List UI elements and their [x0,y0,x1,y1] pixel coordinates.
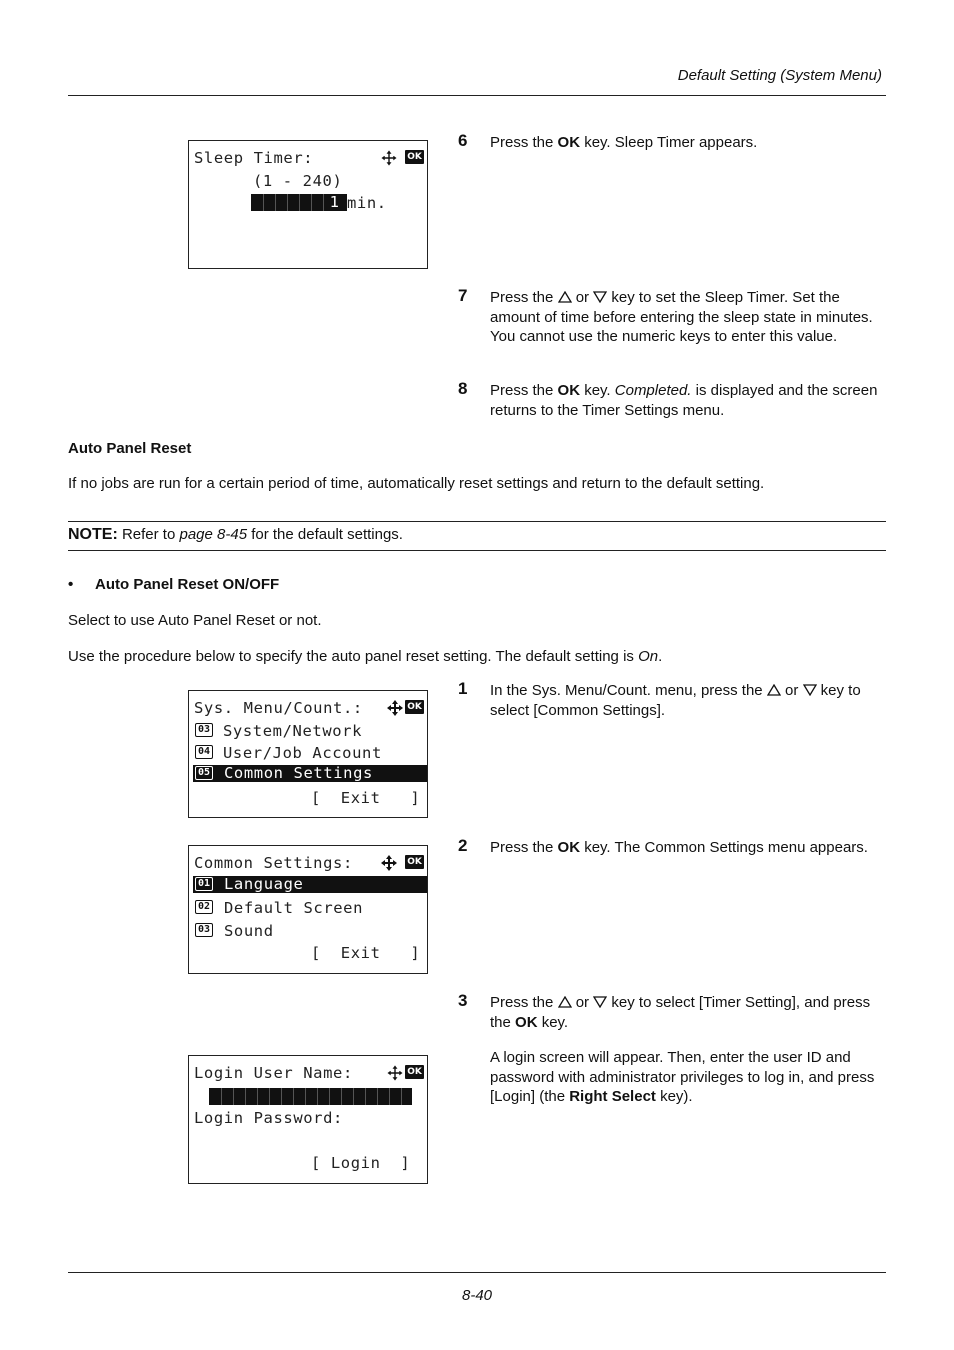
menu-item-system-network[interactable]: System/Network [223,722,363,740]
panel-title: Login User Name: [194,1064,353,1082]
login-softkey[interactable]: [ Login ] [311,1154,411,1172]
item-number-badge: 02 [195,900,213,914]
item-number-badge: 03 [195,723,213,737]
section-heading: Auto Panel Reset [68,440,192,457]
exit-softkey[interactable]: [ Exit ] [311,789,421,807]
bullet-mark: • [68,576,74,593]
panel-title: Sleep Timer: [194,149,314,167]
step-number: 3 [458,991,468,1010]
step-number: 7 [458,286,468,305]
note-top-rule [68,521,886,522]
ok-icon: OK [405,700,424,714]
value-input-field[interactable] [251,194,347,211]
menu-item-sound[interactable]: Sound [224,922,274,940]
step-8-text: Press the OK key. Completed. is displayed and the screen returns to the Timer Settings menu. [490,382,878,419]
down-arrow-icon [593,291,607,303]
exit-softkey[interactable]: [ Exit ] [311,944,421,962]
subheading: Auto Panel Reset ON/OFF [95,576,280,593]
navigation-cross-icon [380,854,398,872]
note-bottom-rule [68,550,886,551]
lcd-panel-sys-menu [188,690,428,818]
menu-item-language-selected[interactable] [193,876,427,893]
down-arrow-icon [803,684,817,696]
menu-item-common-settings-selected[interactable] [193,765,427,782]
menu-item-default-screen[interactable]: Default Screen [224,899,364,917]
ok-icon: OK [405,150,424,164]
paragraph: Use the procedure below to specify the auto panel reset setting. The default setting is On. [68,648,663,665]
note: NOTE: Refer to page 8-45 for the default settings. [68,526,403,543]
page-number: 8-40 [461,1287,493,1304]
menu-item-label: Language [224,875,304,893]
step-1-text: In the Sys. Menu/Count. menu, press the or key to select [Common Settings]. [490,682,861,719]
up-arrow-icon [767,684,781,696]
step-number: 6 [458,131,468,150]
navigation-cross-icon [380,149,398,167]
footer-rule [68,1272,886,1273]
unit-label: min. [347,194,387,212]
step-3-text: Press the or key to select [Timer Setting], and press the OK key. [490,994,871,1031]
range-label: (1 - 240) [253,172,343,190]
item-number-badge: 01 [195,877,213,891]
navigation-cross-icon [386,1064,404,1082]
menu-item-user-job-account[interactable]: User/Job Account [223,744,382,762]
step-2-text: Press the OK key. The Common Settings menu appears. [490,839,868,856]
step-number: 8 [458,379,468,398]
up-arrow-icon [558,291,572,303]
page-header-title: Default Setting (System Menu) [677,67,882,84]
paragraph: Select to use Auto Panel Reset or not. [68,612,322,629]
step-number: 1 [458,679,468,698]
value-text: 1 [329,193,339,211]
menu-item-label: Common Settings [224,764,373,782]
step-3-paragraph: A login screen will appear. Then, enter the user ID and password with administrator privileges to log in, and press [Login] (the Right Select key). [490,1049,875,1105]
header-rule [68,95,886,96]
step-number: 2 [458,836,468,855]
login-password-label: Login Password: [194,1109,343,1127]
step-6-text: Press the OK key. Sleep Timer appears. [490,134,758,151]
login-user-name-input[interactable] [209,1088,412,1105]
lcd-panel-sleep-timer [188,140,428,269]
down-arrow-icon [593,996,607,1008]
ok-icon: OK [405,1065,424,1079]
section-intro: If no jobs are run for a certain period of time, automatically reset settings and return to the default setting. [68,475,765,492]
panel-title: Sys. Menu/Count.: [194,699,363,717]
navigation-cross-icon [386,699,404,717]
item-number-badge: 03 [195,923,213,937]
lcd-panel-common-settings [188,845,428,974]
step-7-text: Press the or key to set the Sleep Timer. Set the amount of time before entering the sleep state in minutes. You cannot use the numeric keys to enter this value. [490,289,873,345]
up-arrow-icon [558,996,572,1008]
lcd-panel-login [188,1055,428,1184]
item-number-badge: 05 [195,766,213,780]
item-number-badge: 04 [195,745,213,759]
ok-icon: OK [405,855,424,869]
panel-title: Common Settings: [194,854,353,872]
